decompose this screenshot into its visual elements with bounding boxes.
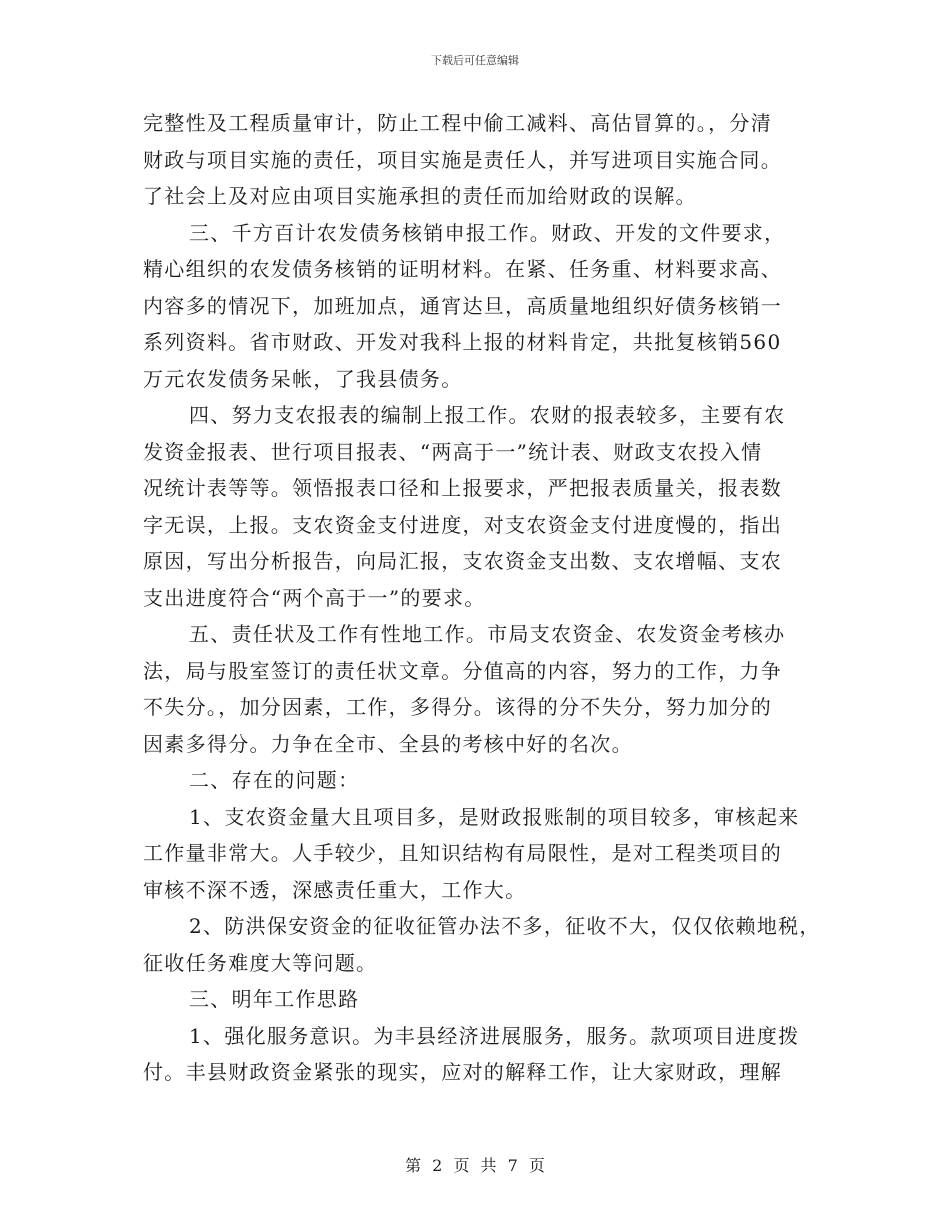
text-line: 1、支农资金量大且项目多，是财政报账制的项目较多，审核起来	[189, 804, 800, 829]
text-line: 财政与项目实施的责任，项目实施是责任人，并写进项目实施合同。	[143, 147, 782, 172]
text-line: 审核不深不透，深感责任重大，工作大。	[143, 877, 527, 902]
page-number-footer: 第 2 页 共 7 页	[405, 1156, 545, 1175]
text-line: 三、明年工作思路	[189, 987, 360, 1011]
text-line: 了社会上及对应由项目实施承担的责任而加给财政的误解。	[143, 184, 697, 208]
text-line: 征收任务难度大等问题。	[143, 950, 378, 975]
page-header: 下载后可任意编辑	[431, 54, 519, 67]
text-line: 三、千方百计农发债务核销申报工作。财政、开发的文件要求，	[189, 220, 786, 245]
text-line: 字无误，上报。支农资金支付进度，对支农资金支付进度慢的，指出	[143, 512, 782, 537]
text-line: 况统计表等等。领悟报表口径和上报要求，严把报表质量关，报表数	[143, 476, 782, 500]
text-line: 二、存在的问题：	[189, 768, 360, 792]
text-line: 系列资料。省市财政、开发对我科上报的材料肯定，共批复核销560	[143, 330, 782, 354]
text-line: 法，局与股室签订的责任状文章。分值高的内容，努力的工作，力争	[143, 658, 782, 683]
text-line: 内容多的情况下，加班加点，通宵达旦，高质量地组织好债务核销一	[143, 293, 782, 318]
text-line: 精心组织的农发债务核销的证明材料。在紧、任务重、材料要求高、	[143, 257, 782, 281]
text-line: 四、努力支农报表的编制上报工作。农财的报表较多，主要有农	[189, 403, 786, 427]
text-line: 五、责任状及工作有性地工作。市局支农资金、农发资金考核办	[189, 622, 786, 646]
text-line: 原因，写出分析报告，向局汇报，支农资金支出数、支农增幅、支农	[143, 549, 782, 573]
text-line: 付。丰县财政资金紧张的现实，应对的解释工作，让大家财政，理解	[143, 1060, 782, 1084]
text-line: 工作量非常大。人手较少，且知识结构有局限性，是对工程类项目的	[143, 841, 782, 865]
document-body	[143, 105, 833, 1091]
text-line: 发资金报表、世行项目报表、“两高于一”统计表、财政支农投入情	[143, 439, 763, 464]
text-line: 完整性及工程质量审计，防止工程中偷工减料、高估冒算的。，分清	[143, 111, 772, 135]
text-line: 2、防洪保安资金的征收征管办法不多，征收不大，仅仅依赖地税，	[189, 914, 821, 938]
text-line: 不失分。，加分因素，工作，多得分。该得的分不失分，努力加分的	[143, 695, 772, 719]
text-line: 因素多得分。力争在全市、全县的考核中好的名次。	[143, 731, 633, 756]
text-line: 万元农发债务呆帐，了我县债务。	[143, 366, 463, 391]
text-line: 1、强化服务意识。为丰县经济进展服务，服务。款项项目进度拨	[189, 1023, 800, 1048]
text-line: 支出进度符合“两个高于一”的要求。	[143, 585, 486, 610]
